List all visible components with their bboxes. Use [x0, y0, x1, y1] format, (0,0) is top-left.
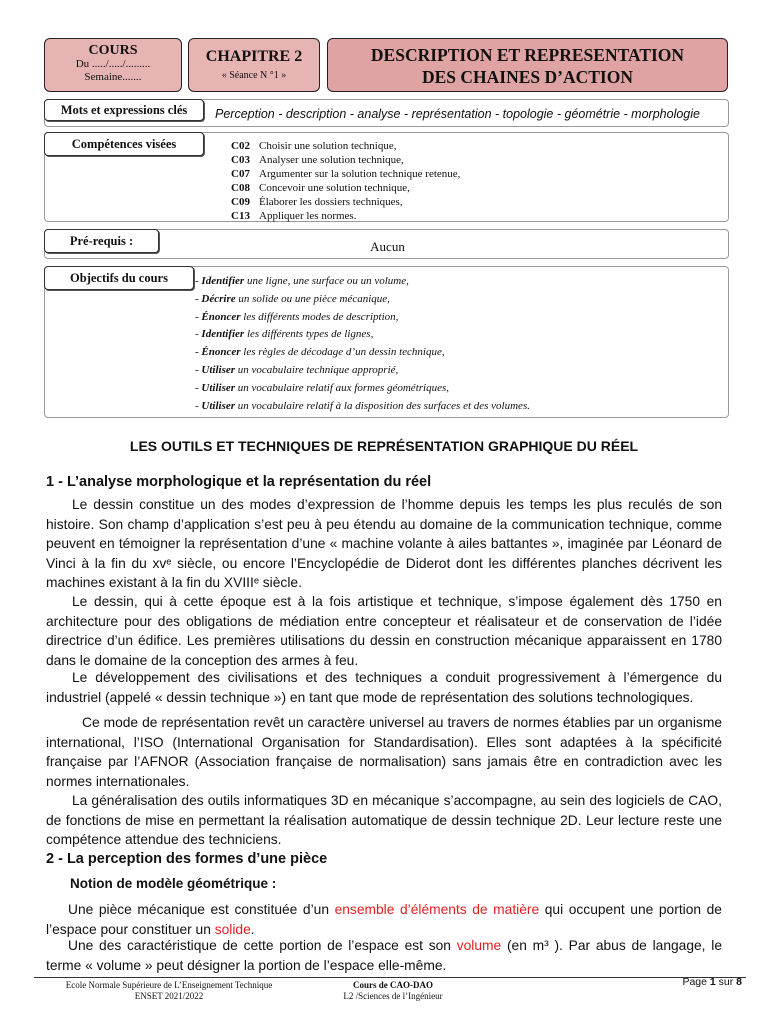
objective-verb: Énoncer [201, 310, 241, 323]
footer-rule [34, 977, 746, 978]
competence-code: C02 [231, 140, 250, 152]
keywords-text: Perception - description - analyse - représentation - topologie - géométrie - morphologie [215, 107, 700, 121]
main-title: LES OUTILS ET TECHNIQUES DE REPRÉSENTATION GRAPHIQUE DU RÉEL [129, 438, 639, 454]
objective-verb: Énoncer [201, 346, 241, 359]
text-run: (en m³ ). Par abus de langage, le terme « volume » peut désigner la portion de l’espace elle-même. [46, 938, 722, 973]
objective-text: les différents types de lignes, [244, 328, 374, 341]
section2-subheading: Notion de modèle géométrique : [70, 876, 277, 891]
course-label: COURS [88, 43, 138, 58]
objective-text: les règles de décodage d’un dessin technique, [240, 346, 445, 359]
bullet-dash: - [195, 275, 202, 287]
section2-paragraph-2 [46, 936, 722, 975]
objective-text: un vocabulaire technique approprié, [235, 363, 399, 376]
objective-text: une ligne, une surface ou un volume, [244, 275, 409, 287]
course-info-box [44, 38, 182, 92]
keywords-label: Mots et expressions clés [44, 99, 204, 121]
competence-item [231, 139, 460, 153]
section1-paragraph-1: Le dessin constitue un des modes d’expression de l’homme depuis les temps les plus reculés de son histoire. Son champ d’application s’est peu à peu étendu au domaine de la communication technique, comme peuvent en témoigner la représentation d’une « machine volante à ailes battantes », imaginée par Léonard de Vinci à la fin du xvᵉ siècle, ou encore l’Encyclopédie de Diderot dont les différentes planches décrivent les machines existant à la fin du XVIIIᵉ siècle. [46, 497, 722, 590]
objectives-label: Objectifs du cours [44, 266, 194, 290]
text-run: Une des caractéristique de cette portion de l’espace est son [68, 938, 457, 953]
objective-item [195, 291, 530, 309]
footer-school-line1: Ecole Normale Supérieure de L’Enseignement Technique [65, 980, 273, 990]
footer-course [300, 980, 486, 1002]
course-date: Du ...../...../......... [75, 58, 151, 70]
highlight-solid: solide [214, 921, 251, 937]
page-current: 1 [709, 976, 716, 988]
objective-item [195, 362, 530, 380]
competence-text: Choisir une solution technique, [259, 140, 397, 152]
objective-text: un solide ou une pièce mécanique, [235, 292, 390, 305]
chapter-title-line2: DES CHAINES D’ACTION [421, 67, 633, 87]
bullet-dash: - [195, 363, 202, 376]
footer-school [38, 980, 300, 1002]
objective-item [195, 326, 530, 344]
bullet-dash: - [195, 399, 202, 412]
objective-item [195, 380, 530, 398]
competences-list [231, 139, 460, 223]
competence-item [231, 167, 460, 181]
chapter-label: CHAPITRE 2 [205, 48, 303, 65]
section1-paragraph-4: Ce mode de représentation revêt un caractère universel au travers de normes établies par un organisme international, l’ISO (International Organisation for Standardisation). Elles sont adaptées à la spécificité française par l’AFNOR (Association française de normalisation) sans jamais être en contradiction avec les normes internationales. [46, 715, 722, 789]
session-label: « Séance N °1 » [221, 70, 287, 81]
competence-code: C07 [231, 168, 250, 180]
text-run: qui occupent une portion de l’espace pour constituer un [46, 902, 722, 937]
objectives-list [195, 273, 530, 415]
objective-verb: Identifier [201, 328, 245, 341]
objective-verb: Identifier [201, 275, 245, 287]
competence-text: Concevoir une solution technique, [259, 182, 410, 194]
prerequisites-label: Pré-requis : [44, 229, 159, 253]
competence-item [231, 209, 460, 223]
objective-verb: Utiliser [201, 399, 236, 412]
footer-course-line2: L2 /Sciences de l’Ingénieur [343, 991, 443, 1001]
text-run: . [250, 921, 255, 937]
objective-text: un vocabulaire relatif à la disposition des surfaces et des volumes. [235, 399, 530, 412]
objective-item [195, 273, 530, 291]
section2-heading: 2 - La perception des formes d’une pièce [46, 851, 328, 867]
section1-paragraph-5: La généralisation des outils informatiques 3D en mécanique s’accompagne, au sein des logiciels de CAO, de fonctions de mise en permettant la réalisation automatique de dessin technique 2D. Leur lecture reste une compétence attendue des techniciens. [46, 793, 722, 847]
bullet-dash: - [195, 310, 202, 323]
competence-item [231, 181, 460, 195]
chapter-box [188, 38, 320, 92]
objective-verb: Utiliser [201, 381, 236, 394]
competence-item [231, 153, 460, 167]
bullet-dash: - [195, 292, 202, 305]
objective-item [195, 309, 530, 327]
objective-item [195, 398, 530, 416]
bullet-dash: - [195, 381, 202, 394]
bullet-dash: - [195, 328, 202, 341]
chapter-title-line1: DESCRIPTION ET REPRESENTATION [370, 45, 685, 65]
page-mid: sur [715, 976, 737, 988]
objective-text: un vocabulaire relatif aux formes géométriques, [235, 381, 449, 394]
competences-label: Compétences visées [44, 132, 204, 156]
competence-text: Analyser une solution technique, [259, 154, 404, 166]
objective-text: les différents modes de description, [240, 310, 399, 323]
section1-heading: 1 - L’analyse morphologique et la représentation du réel [46, 474, 432, 490]
objective-verb: Décrire [201, 292, 236, 305]
bullet-dash: - [195, 346, 202, 359]
footer-course-line1: Cours de CAO-DAO [353, 980, 433, 990]
text-run: Une pièce mécanique est constituée d’un [68, 902, 335, 917]
competence-code: C03 [231, 154, 250, 166]
chapter-title-box [327, 38, 728, 92]
page-prefix: Page [682, 976, 710, 988]
page-number [682, 976, 742, 988]
competence-code: C09 [231, 196, 250, 208]
highlight-matter: ensemble d’éléments de matière [334, 902, 540, 917]
objective-item [195, 344, 530, 362]
section1-paragraph-2: Le dessin, qui à cette époque est à la fois artistique et technique, s’impose également dès 1750 en architecture pour des obligations de médiation entre concepteur et réalisateur et de conservation de l’idée directrice d’un édifice. Les premières utilisations du dessin en construction mécanique apparaissent en 1780 dans le domaine de la conception des armes à feu. [46, 594, 722, 668]
prerequisites-value: Aucun [370, 239, 405, 254]
course-week: Semaine....... [84, 71, 142, 83]
section1-paragraph-3: Le développement des civilisations et des techniques a conduit progressivement à l’émergence du industriel (appelé « dessin technique ») en tant que mode de représentation des solutions technologiques. [46, 670, 722, 705]
highlight-volume: volume [456, 938, 502, 953]
competence-text: Appliquer les normes. [259, 210, 357, 222]
competence-code: C08 [231, 182, 250, 194]
footer-school-line2: ENSET 2021/2022 [134, 991, 204, 1001]
competence-text: Argumenter sur la solution technique retenue, [259, 168, 461, 180]
section2-paragraph-1 [46, 900, 722, 939]
competence-item [231, 195, 460, 209]
competence-text: Élaborer les dossiers techniques, [259, 196, 403, 208]
competence-code: C13 [231, 210, 250, 222]
objective-verb: Utiliser [201, 363, 236, 376]
page-total: 8 [736, 976, 742, 988]
